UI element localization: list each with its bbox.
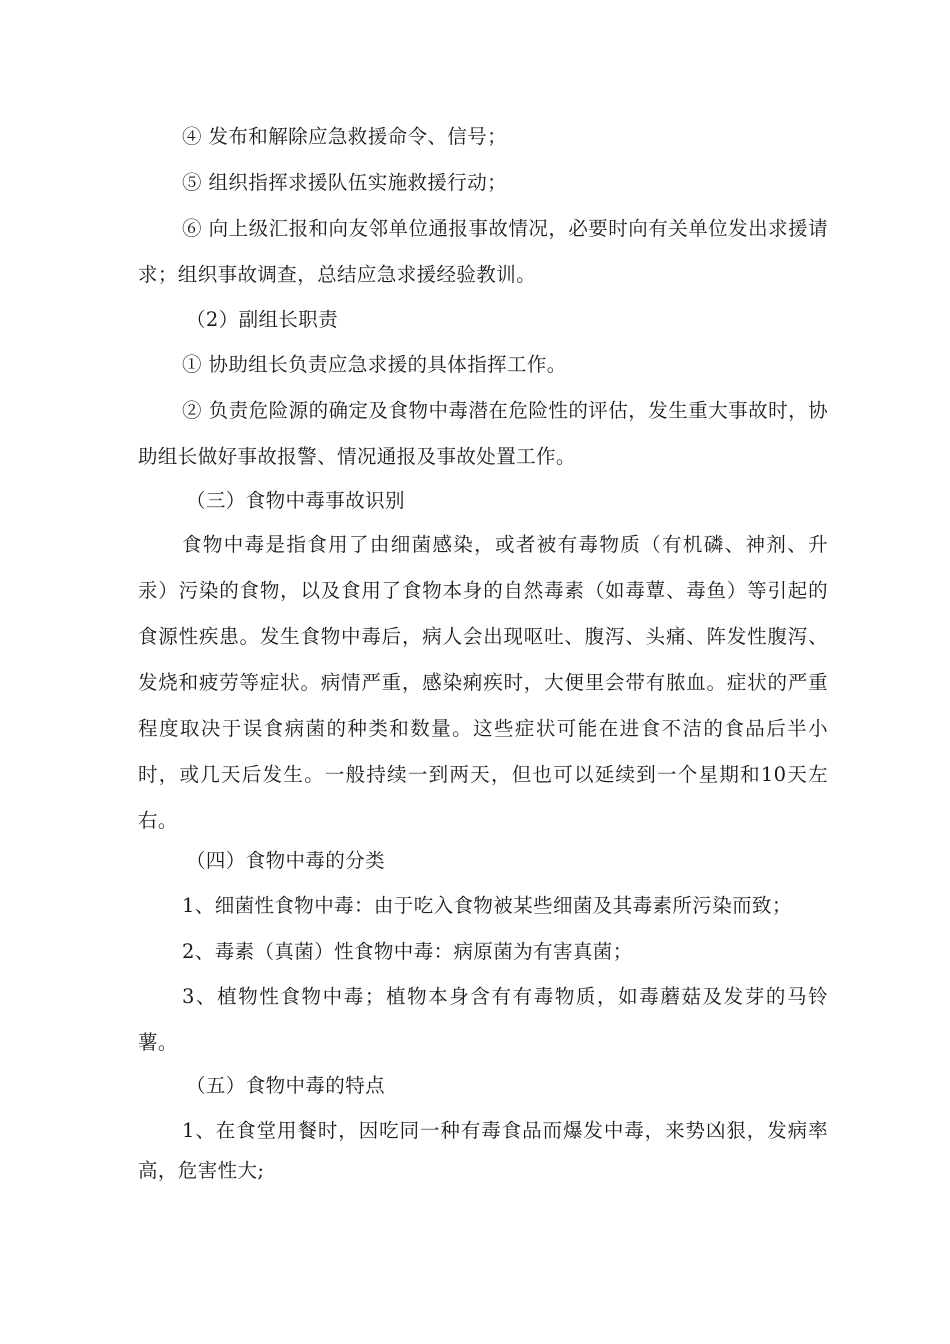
paragraph-bacterial-poisoning: 1、细菌性食物中毒：由于吃入食物被某些细菌及其毒素所污染而致； bbox=[182, 894, 792, 917]
heading-food-poisoning-identification: （三）食物中毒事故识别 bbox=[186, 489, 405, 512]
paragraph-toxin-poisoning: 2、毒素（真菌）性食物中毒：病原菌为有害真菌； bbox=[182, 940, 633, 963]
paragraph-assist-leader: ① 协助组长负责应急求援的具体指挥工作。 bbox=[182, 353, 567, 376]
paragraph-organize-rescue: ⑤ 组织指挥求援队伍实施救援行动； bbox=[182, 171, 507, 194]
paragraph-plant-poisoning: 3、植物性食物中毒；植物本身含有有毒物质，如毒蘑菇及发芽的马铃薯。 bbox=[138, 985, 828, 1054]
paragraph-hazard-assessment: ② 负责危险源的确定及食物中毒潜在危险性的评估，发生重大事故时，协助组长做好事故报警、情况通报及事故处置工作。 bbox=[138, 399, 828, 468]
heading-food-poisoning-classification: （四）食物中毒的分类 bbox=[186, 849, 386, 872]
heading-deputy-leader-duties: （2）副组长职责 bbox=[186, 308, 339, 331]
heading-food-poisoning-characteristics: （五）食物中毒的特点 bbox=[186, 1074, 386, 1097]
paragraph-canteen-outbreak: 1、在食堂用餐时，因吃同一种有毒食品而爆发中毒，来势凶狠，发病率高，危害性大; bbox=[138, 1119, 828, 1182]
paragraph-food-poisoning-definition: 食物中毒是指食用了由细菌感染，或者被有毒物质（有机磷、神剂、升汞）污染的食物，以及食用了食物本身的自然毒素（如毒蕈、毒鱼）等引起的食源性疾患。发生食物中毒后，病人会出现呕吐、腹泻、头痛、阵发性腹泻、发烧和疲劳等症状。病情严重，感染痢疾时，大便里会带有脓血。症状的严重程度取决于误食病菌的种类和数量。这些症状可能在进食不洁的食品后半小时，或几天后发生。一般持续一到两天，但也可以延续到一个星期和10天左右。 bbox=[138, 533, 828, 832]
paragraph-report-accident: ⑥ 向上级汇报和向友邻单位通报事故情况，必要时向有关单位发出求援请求；组织事故调查，总结应急求援经验教训。 bbox=[138, 217, 828, 286]
paragraph-issue-release-orders: ④ 发布和解除应急救援命令、信号； bbox=[182, 125, 507, 148]
